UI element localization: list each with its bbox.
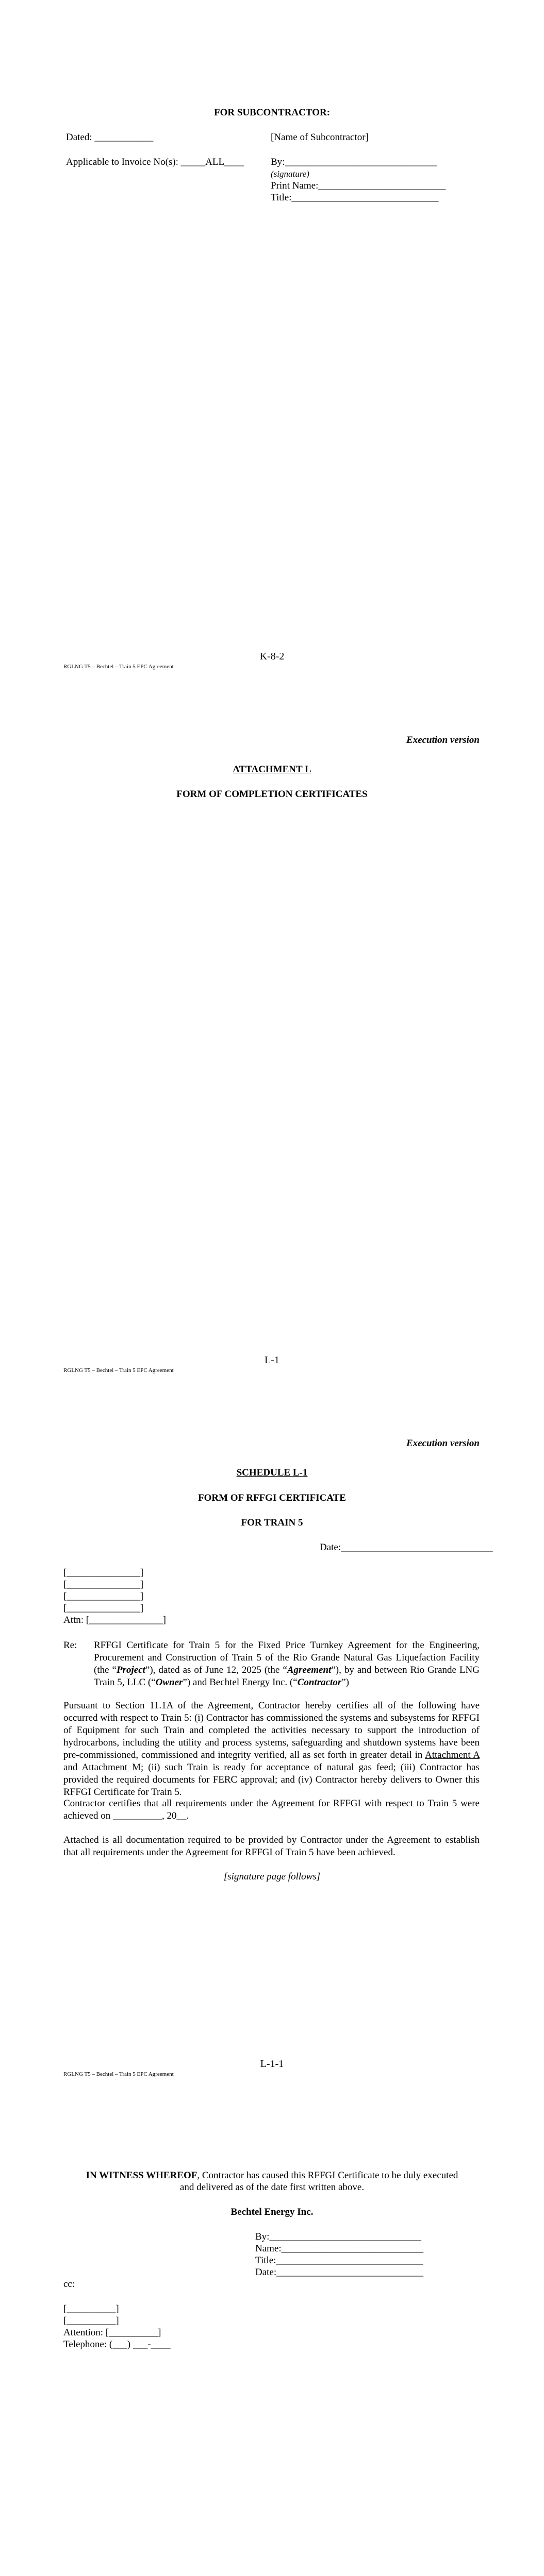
telephone-line: Telephone: (___) ___-____	[63, 2339, 171, 2350]
company-name: Bechtel Energy Inc.	[230, 2207, 314, 2217]
attn-line: Attn: [_______________]	[63, 1615, 166, 1625]
cc-line: [__________]	[63, 2303, 119, 2314]
dated-label: Dated: ____________	[66, 132, 154, 143]
date-label: Date:______________________________	[255, 2267, 424, 2278]
address-line: [_______________]	[63, 1567, 144, 1578]
print-name-label: Print Name:__________________________	[271, 180, 446, 191]
certificate-title: FORM OF RFFGI CERTIFICATE	[198, 1493, 346, 1503]
documentation-paragraph: Attached is all documentation required to be provided by Contractor under the Agreement to establish that all requirements under the Agreement for RFFGI of Train 5 have been achieved.	[63, 1835, 480, 1858]
execution-version: Execution version	[406, 1438, 480, 1449]
by-label: By:_______________________________	[271, 157, 437, 167]
re-label: Re:	[63, 1640, 77, 1651]
re-paragraph: RFFGI Certificate for Train 5 for the Fixed Price Turnkey Agreement for the Engineering, Procurement and Construction of Train 5 of the Rio Grande Natural Gas Liquefaction Facility (the “Project”), dated as of June 12, 2025 (the “Agreement”), by and between Rio Grande LNG Train 5, LLC (“Owner”) and Bechtel Energy Inc. (“Contractor”)	[94, 1640, 480, 1688]
witness-line-1: IN WITNESS WHEREOF, Contractor has caused this RFFGI Certificate to be duly executed	[86, 2170, 458, 2181]
page-footer: RGLNG T5 – Bechtel – Train 5 EPC Agreement	[63, 2071, 174, 2077]
page-number: L-1-1	[260, 2058, 284, 2070]
address-line: [_______________]	[63, 1579, 144, 1590]
certification-paragraph: Pursuant to Section 11.1A of the Agreement, Contractor hereby certifies all of the following have occurred with respect to Train 5: (i) Contractor has commissioned the systems and subsystems for RFFGI of Equipment for such Train and completed the activities necessary to support the introduction of hydrocarbons, including the utility and process systems, safeguarding and shutdown systems have been pre-commissioned, commissioned and integrity verified, all as set forth in greater detail in Attachment A and Attachment M; (ii) such Train is ready for acceptance of natural gas feed; (iii) Contractor has provided the required documents for FERC approval; and (iv) Contractor hereby delivers to Owner this RFFGI Certificate for Train 5.	[63, 1700, 480, 1798]
address-line: [_______________]	[63, 1591, 144, 1602]
witness-line-2: and delivered as of the date first written above.	[179, 2182, 365, 2193]
document-title: FORM OF COMPLETION CERTIFICATES	[176, 789, 368, 800]
page-footer: RGLNG T5 – Bechtel – Train 5 EPC Agreement	[63, 664, 174, 670]
signature-follows-note: [signature page follows]	[223, 1871, 321, 1882]
page-number: L-1	[265, 1354, 279, 1366]
page-number: K-8-2	[259, 651, 285, 662]
attachment-title: ATTACHMENT L	[233, 764, 311, 775]
cc-line: [__________]	[63, 2315, 119, 2326]
subcontractor-name: [Name of Subcontractor]	[271, 132, 369, 143]
page1-heading: FOR SUBCONTRACTOR:	[213, 107, 331, 118]
date-label: Date:_______________________________	[320, 1542, 493, 1553]
attention-line: Attention: [__________]	[63, 2327, 161, 2338]
certificate-subtitle: FOR TRAIN 5	[241, 1517, 303, 1528]
execution-version: Execution version	[406, 735, 480, 745]
signature-note: (signature)	[271, 169, 309, 179]
page-footer: RGLNG T5 – Bechtel – Train 5 EPC Agreement	[63, 1367, 174, 1374]
address-line: [_______________]	[63, 1603, 144, 1614]
cc-label: cc:	[63, 2279, 75, 2290]
schedule-title: SCHEDULE L-1	[236, 1467, 308, 1478]
title-label: Title:______________________________	[255, 2255, 423, 2266]
requirements-paragraph: Contractor certifies that all requirements under the Agreement for RFFGI with respect to Train 5 were achieved on __________, 20__.	[63, 1798, 480, 1821]
name-label: Name:_____________________________	[255, 2243, 424, 2254]
by-label: By:_______________________________	[255, 2231, 421, 2242]
title-label: Title:______________________________	[271, 192, 439, 203]
invoice-label: Applicable to Invoice No(s): _____ALL____	[66, 157, 244, 167]
